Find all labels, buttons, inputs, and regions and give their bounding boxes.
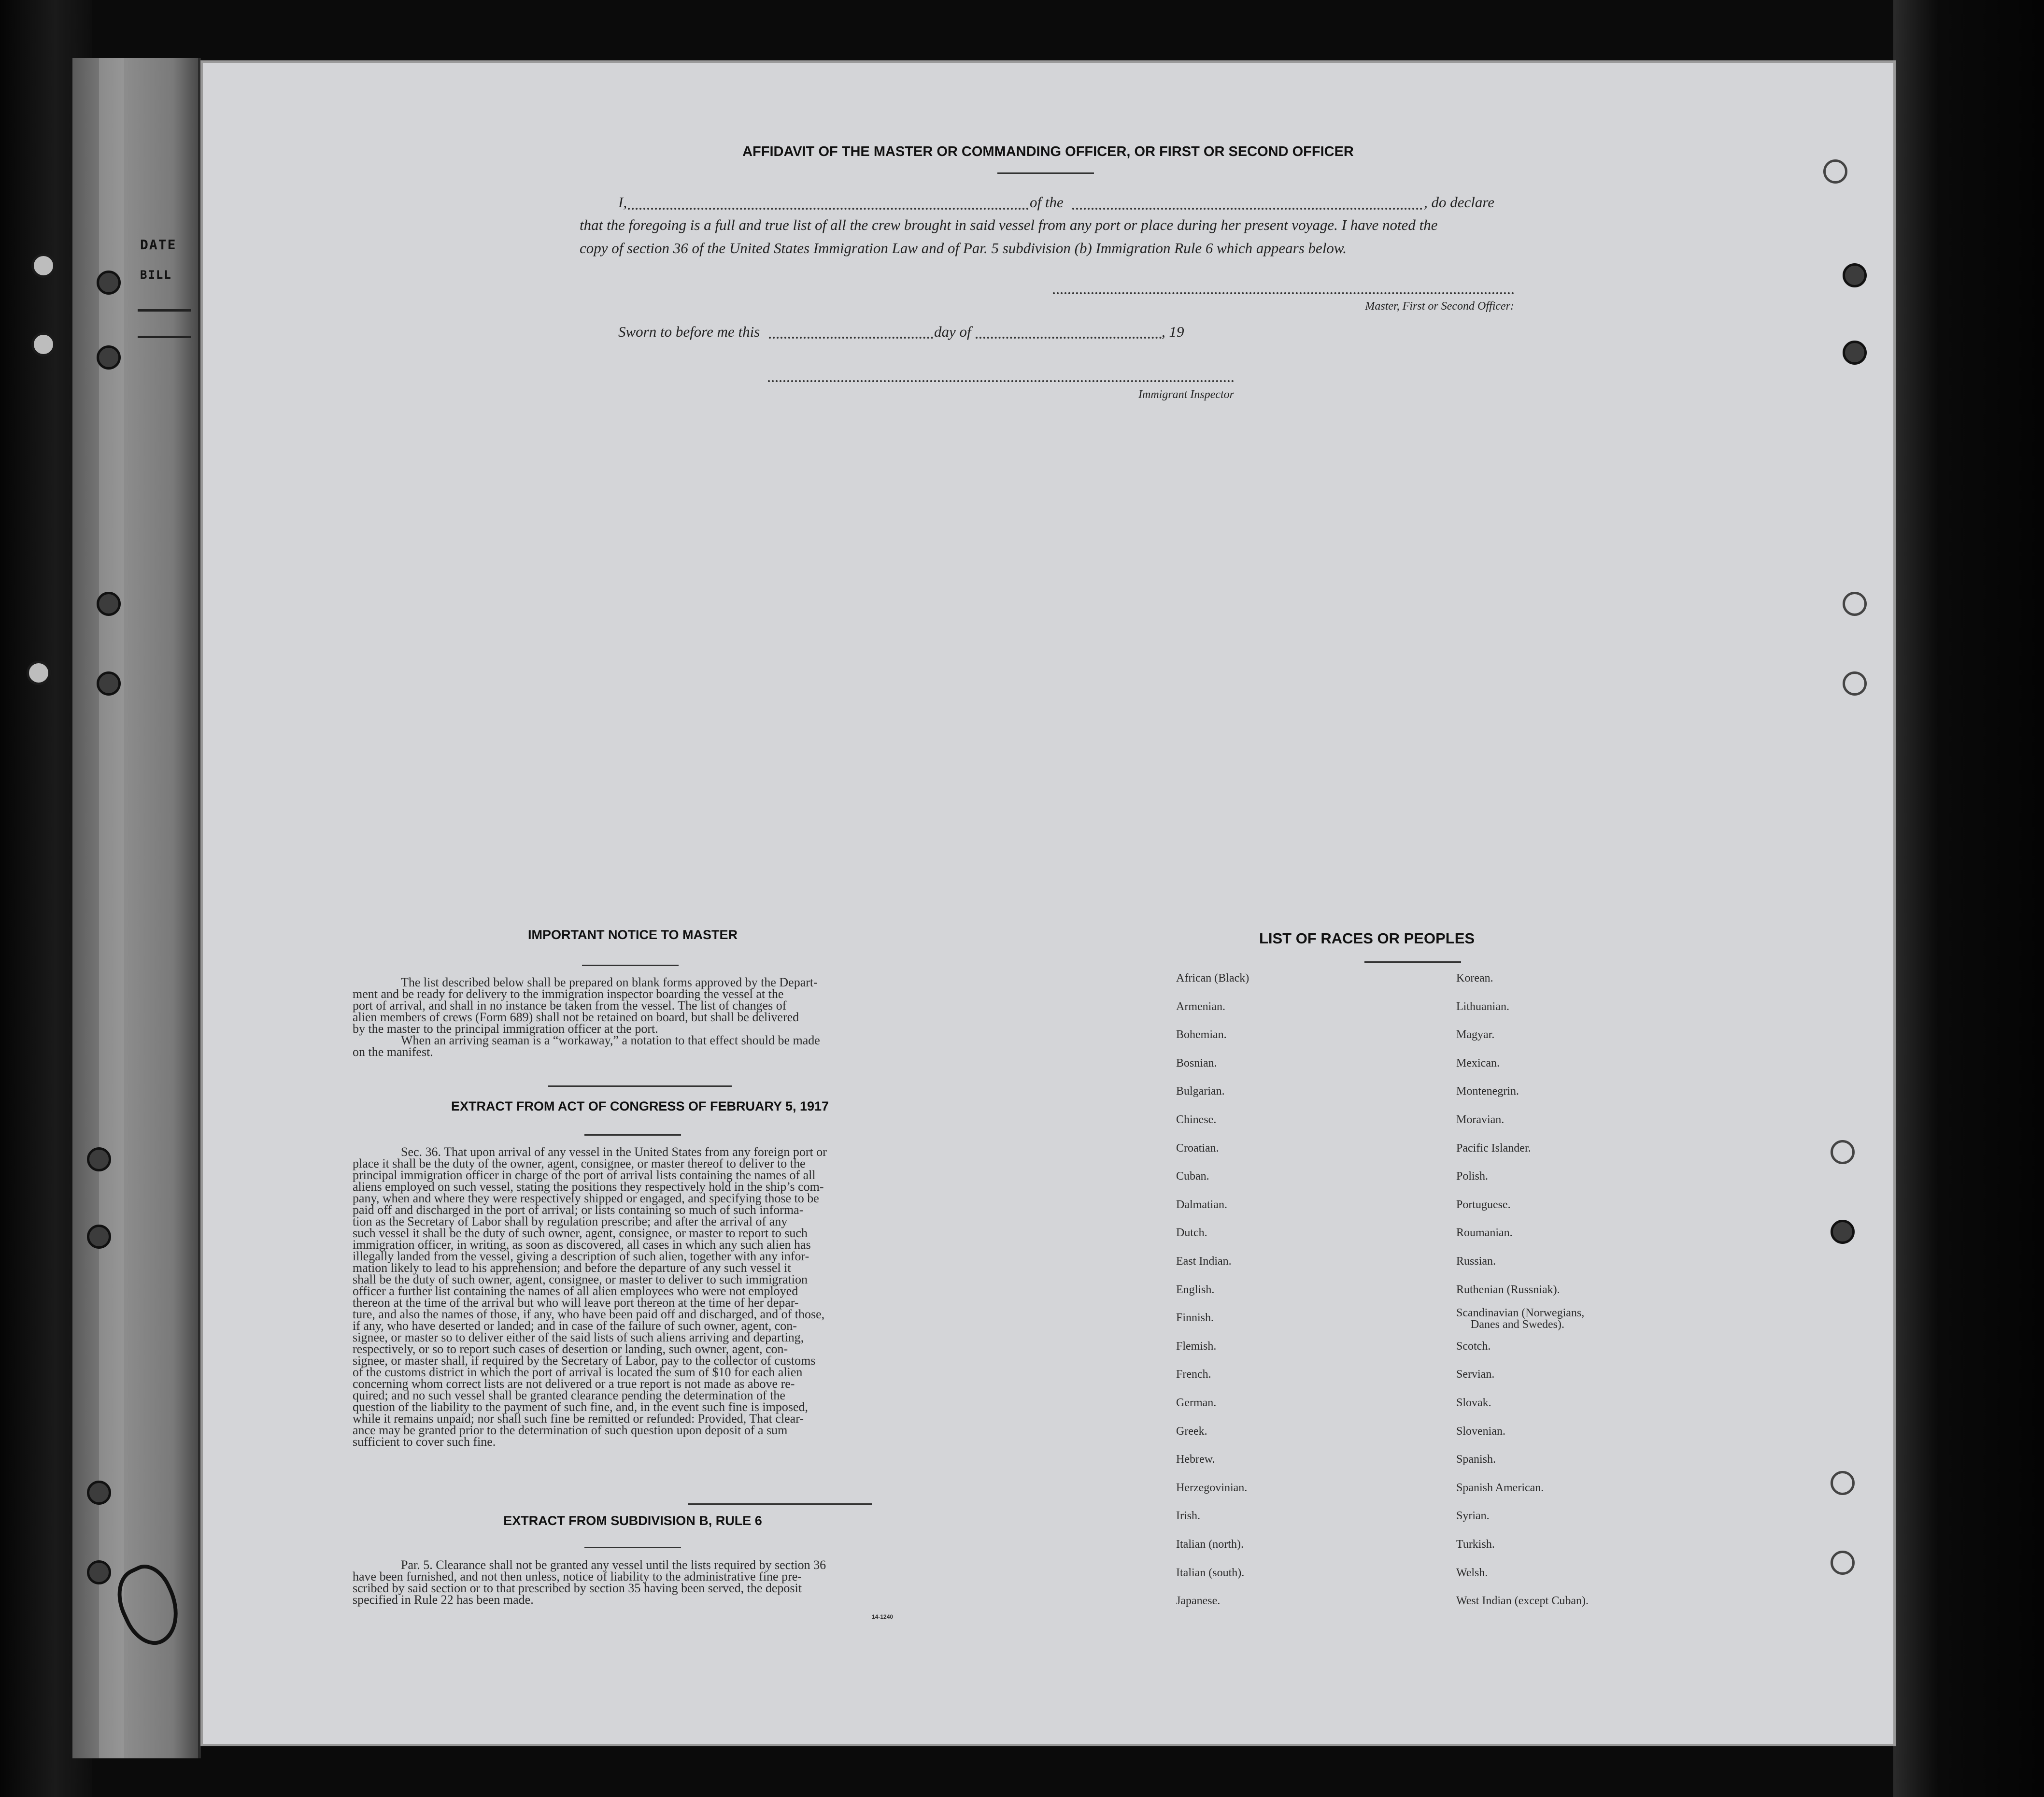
act-line: of the customs district in which the port of arrival is located the sum of $10 for each alien: [353, 1365, 803, 1379]
act-line: pany, when and where they were respectively shipped or engaged, and specifying those to be: [353, 1191, 819, 1205]
punch-hole: [1843, 341, 1867, 365]
act-line: officer a further list containing the names of all alien employees who were not employed: [353, 1284, 798, 1298]
race-item: Cuban.: [1176, 1170, 1209, 1183]
race-item: Japanese.: [1176, 1595, 1221, 1608]
notice-line: port of arrival, and shall in no instance be taken from the vessel. The list of changes of: [353, 998, 787, 1013]
act-line: quired; and no such vessel shall be granted clearance pending the determination of the: [353, 1388, 785, 1402]
scan-border-right: [1893, 0, 2044, 1797]
rule-text: [353, 1559, 918, 1606]
act-line: mation likely to lead to his apprehension; and before the departure of any such vessel it: [353, 1261, 791, 1275]
document-page: [203, 63, 1893, 1744]
race-item: East Indian.: [1176, 1255, 1232, 1268]
binder-hole: [87, 1560, 111, 1584]
race-item: Slovenian.: [1456, 1425, 1505, 1438]
notice-line: alien members of crews (Form 689) shall not be retained on board, but shall be delivered: [353, 1010, 799, 1024]
race-item: Irish.: [1176, 1510, 1200, 1523]
race-item: Bohemian.: [1176, 1028, 1227, 1041]
notice-line: When an arriving seaman is a “workaway,” a notation to that effect should be made: [401, 1033, 820, 1047]
vessel-blank: [1072, 208, 1422, 210]
act-line: aliens employed on such vessel, stating the positions they respectively hold in the ship’s com-: [353, 1180, 824, 1194]
act-line: if any, who have deserted or landed; and in case of the failure of such owner, agent, con-: [353, 1319, 797, 1333]
act-line: paid off and discharged in the port of arrival; or lists containing so much of such informa-: [353, 1203, 804, 1217]
binder-hole: [97, 271, 121, 295]
sworn-prefix: Sworn to before me this: [618, 323, 760, 340]
binder-hole: [97, 345, 121, 370]
act-line: ture, and also the names of those, if any, who have been paid off and discharged, and of those,: [353, 1307, 825, 1321]
form-number: 14-1240: [872, 1613, 894, 1620]
race-item: Bulgarian.: [1176, 1085, 1225, 1098]
punch-hole: [1831, 1471, 1855, 1495]
rule-line: Par. 5. Clearance shall not be granted any vessel until the lists required by section 36: [401, 1558, 826, 1572]
notice-line: ment and be ready for delivery to the immigration inspector boarding the vessel at the: [353, 987, 784, 1001]
act-line: signee, or master shall, if required by the Secretary of Labor, pay to the collector of customs: [353, 1354, 816, 1368]
act-title: EXTRACT FROM ACT OF CONGRESS OF FEBRUARY 5, 1917: [451, 1099, 829, 1113]
race-item: Chinese.: [1176, 1113, 1217, 1126]
race-item: Syrian.: [1456, 1510, 1490, 1523]
race-item: Danes and Swedes).: [1471, 1318, 1564, 1331]
race-item: Moravian.: [1456, 1113, 1505, 1126]
inspector-caption: Immigrant Inspector: [1138, 388, 1234, 401]
binder-spine: [72, 58, 201, 1758]
notice-line: by the master to the principal immigration officer at the port.: [353, 1022, 658, 1036]
affidavit-line2: that the foregoing is a full and true list of all the crew brought in said vessel from any port or place during her present voyage. I have noted the: [580, 216, 1438, 233]
race-item: Polish.: [1456, 1170, 1489, 1183]
race-item: Roumanian.: [1456, 1227, 1513, 1240]
race-item: Italian (north).: [1176, 1538, 1244, 1551]
act-line: shall be the duty of such owner, agent, consignee, or master to deliver to such immigration: [353, 1272, 808, 1286]
sworn-year: , 19: [1162, 323, 1184, 340]
race-item: Servian.: [1456, 1368, 1495, 1381]
race-item: Finnish.: [1176, 1312, 1214, 1325]
race-item: German.: [1176, 1397, 1217, 1409]
punch-hole: [1843, 263, 1867, 287]
binder-hole: [97, 592, 121, 616]
act-line: immigration officer, in writing, as soon as discovered, all cases in which any such alien has: [353, 1238, 811, 1252]
act-line: thereon at the time of the arrival but who will leave port thereon at the time of her depar-: [353, 1296, 799, 1310]
notice-rule: [582, 965, 679, 966]
signature-caption: Master, First or Second Officer:: [1365, 300, 1514, 313]
binder-hole: [97, 671, 121, 696]
affidavit-line3: copy of section 36 of the United States Immigration Law and of Par. 5 subdivision (b) Immigration Rule 6 which appears below.: [580, 240, 1347, 257]
act-line: place it shall be the duty of the owner, agent, consignee, or master thereof to deliver to the: [353, 1156, 806, 1170]
punch-hole: [1843, 671, 1867, 696]
binder-rule: [138, 309, 191, 312]
race-item: Welsh.: [1456, 1566, 1488, 1579]
section-rule: [688, 1503, 872, 1505]
act-text: [353, 1146, 918, 1448]
act-line: respectively, or so to report such cases of desertion or landing, such owner, agent, con-: [353, 1342, 788, 1356]
punch-hole: [1843, 592, 1867, 616]
punch-hole: [1831, 1220, 1855, 1244]
race-item: Hebrew.: [1176, 1453, 1215, 1466]
race-item: Spanish American.: [1456, 1481, 1544, 1494]
race-item: Greek.: [1176, 1425, 1207, 1438]
act-line: tion as the Secretary of Labor shall by regulation prescribe; and after the arrival of any: [353, 1214, 788, 1228]
act-line: illegally landed from the vessel, giving a description of such alien, together with any infor-: [353, 1249, 809, 1263]
punch-hole: [1831, 1140, 1855, 1164]
race-item: African (Black): [1176, 972, 1249, 984]
rule-line: specified in Rule 22 has been made.: [353, 1593, 534, 1607]
rule-line: have been furnished, and not then unless, notice of liability to the administrative fine pre-: [353, 1569, 802, 1583]
act-line: while it remains unpaid; nor shall such fine be remitted or refunded: Provided, That clear-: [353, 1412, 804, 1426]
month-blank: [976, 337, 1162, 339]
act-line: sufficient to cover such fine.: [353, 1435, 496, 1449]
race-item: Korean.: [1456, 972, 1493, 984]
affidavit-i: I,: [618, 194, 627, 211]
race-item: Armenian.: [1176, 1000, 1225, 1013]
act-line: ance may be granted prior to the determination of such question upon deposit of a sum: [353, 1423, 788, 1437]
race-item: Russian.: [1456, 1255, 1496, 1268]
binder-hole: [31, 332, 56, 357]
day-blank: [769, 337, 933, 339]
binder-hole: [87, 1147, 111, 1171]
act-rule: [584, 1134, 681, 1136]
race-item: Herzegovinian.: [1176, 1481, 1248, 1494]
race-item: Scandinavian (Norwegians,: [1456, 1307, 1585, 1320]
binder-hole: [87, 1225, 111, 1249]
races-rule: [1364, 961, 1461, 963]
punch-hole: [1823, 159, 1847, 184]
affidavit-of-the: of the: [1030, 194, 1064, 211]
affidavit-title: AFFIDAVIT OF THE MASTER OR COMMANDING OFFICER, OR FIRST OR SECOND OFFICER: [742, 144, 1354, 159]
rule-rule: [584, 1547, 681, 1548]
race-item: Bosnian.: [1176, 1056, 1217, 1070]
race-item: Pacific Islander.: [1456, 1141, 1531, 1155]
race-item: Dalmatian.: [1176, 1198, 1227, 1211]
notice-title: IMPORTANT NOTICE TO MASTER: [528, 927, 738, 942]
act-line: signee, or master so to deliver either of the said lists of such aliens arriving and departing,: [353, 1330, 804, 1344]
inspector-line: [768, 380, 1234, 382]
act-line: Sec. 36. That upon arrival of any vessel in the United States from any foreign port or: [401, 1145, 827, 1159]
notice-line: on the manifest.: [353, 1045, 433, 1059]
race-item: French.: [1176, 1368, 1211, 1381]
race-item: Lithuanian.: [1456, 1000, 1509, 1013]
race-item: Italian (south).: [1176, 1566, 1245, 1579]
race-item: Magyar.: [1456, 1028, 1495, 1041]
race-item: West Indian (except Cuban).: [1456, 1595, 1589, 1608]
binder-label-bill: BILL: [140, 268, 172, 282]
rule-line: scribed by said section or to that prescribed by section 35 having been served, the deposit: [353, 1581, 802, 1595]
race-item: Mexican.: [1456, 1056, 1500, 1070]
affidavit-do-declare: , do declare: [1424, 194, 1495, 211]
section-rule: [548, 1085, 732, 1087]
race-item: Croatian.: [1176, 1141, 1219, 1155]
binder-label-date: DATE: [140, 237, 177, 253]
rule-title: EXTRACT FROM SUBDIVISION B, RULE 6: [503, 1513, 762, 1528]
act-line: such vessel it shall be the duty of such owner, agent, consignee, or master to report to such: [353, 1226, 808, 1240]
sworn-day-of: day of: [934, 323, 971, 340]
act-line: question of the liability to the payment of such fine, and, in the event such fine is imposed,: [353, 1400, 809, 1414]
race-item: Slovak.: [1456, 1397, 1491, 1409]
race-item: Dutch.: [1176, 1227, 1207, 1240]
title-rule: [997, 172, 1094, 174]
race-item: Portuguese.: [1456, 1198, 1511, 1211]
act-line: principal immigration officer in charge of the port of arrival lists containing the names of all: [353, 1168, 816, 1182]
binder-hole: [87, 1481, 111, 1505]
race-item: Turkish.: [1456, 1538, 1495, 1551]
binder-rule: [138, 336, 191, 338]
race-item: Flemish.: [1176, 1340, 1217, 1353]
race-item: Montenegrin.: [1456, 1085, 1519, 1098]
notice-line: The list described below shall be prepared on blank forms approved by the Depart-: [401, 975, 818, 989]
notice-paragraph-1: [353, 977, 918, 1058]
punch-hole: [1831, 1551, 1855, 1575]
race-item: English.: [1176, 1283, 1215, 1296]
binder-hole: [31, 254, 56, 278]
signature-line: [1053, 292, 1514, 294]
race-item: Spanish.: [1456, 1453, 1496, 1466]
races-title: LIST OF RACES OR PEOPLES: [1259, 930, 1475, 947]
act-line: concerning whom correct lists are not delivered or a true report is not made as above re-: [353, 1377, 795, 1391]
race-item: Ruthenian (Russniak).: [1456, 1283, 1560, 1296]
race-item: Scotch.: [1456, 1340, 1491, 1353]
binder-hole: [27, 661, 51, 685]
name-blank: [628, 208, 1029, 210]
